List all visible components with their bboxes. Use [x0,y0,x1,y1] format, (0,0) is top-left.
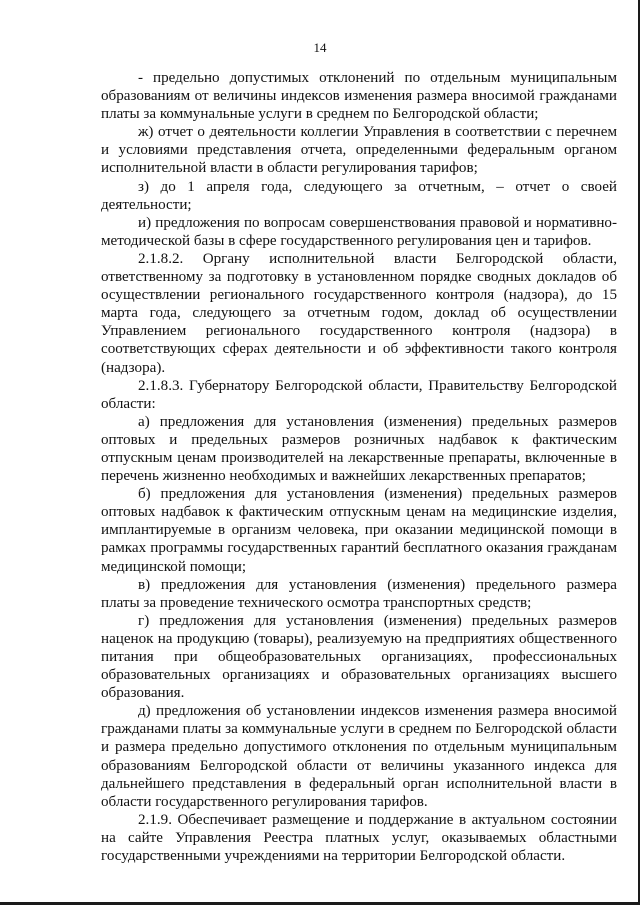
paragraph: 2.1.9. Обеспечивает размещение и поддержание в актуальном состоянии на сайте Управления Реестра платных услуг, оказываемых областными государственными учреждениями на территории Белгородской области. [101,811,617,865]
document-body [101,69,617,865]
paragraph: д) предложения об установлении индексов изменения размера вносимой гражданами платы за коммунальные услуги в среднем по Белгородской области и размера предельно допустимого отклонения по отдельным муниципальным образованиям Белгородской области от величины указанного индекса для дальнейшего представления в федеральный орган исполнительной власти в области государственного регулирования тарифов. [101,703,617,810]
paragraph: б) предложения для установления (изменения) предельных размеров оптовых надбавок к фактическим отпускным ценам на медицинские изделия, имплантируемые в организм человека, при оказании медицинской помощи в рамках программы государственных гарантий бесплатного оказания гражданам медицинской помощи; [101,486,617,575]
paragraph: а) предложения для установления (изменения) предельных размеров оптовых и предельных размеров розничных надбавок к фактическим отпускным ценам производителей на лекарственные препараты, включенные в перечень жизненно необходимых и важнейших лекарственных препаратов; [101,413,617,485]
paragraph: ж) отчет о деятельности коллегии Управления в соответствии с перечнем и условиями представления отчета, определенными федеральным органом исполнительной власти в области регулирования тарифов; [101,124,617,177]
paragraph: - предельно допустимых отклонений по отдельным муниципальным образованиям от величины индексов изменения размера вносимой гражданами платы за коммунальные услуги в среднем по Белгородской области; [101,70,617,123]
paragraph: г) предложения для установления (изменения) предельных размеров наценок на продукцию (товары), реализуемую на предприятиях общественного питания при общеобразовательных организациях, профессиональных образовательных организациях и образовательных организациях высшего образования. [101,612,617,702]
page-number: 14 [313,40,327,55]
paragraph: 2.1.8.2. Органу исполнительной власти Белгородской области, ответственному за подготовку в установленном порядке сводных докладов об осуществлении регионального государственного контроля (надзора), до 15 марта года, следующего за отчетным годом, доклад об осуществлении Управлением регионального государственного контроля (надзора) в соответствующих сферах деятельности и об эффективности такого контроля (надзора). [101,250,617,376]
paragraph: в) предложения для установления (изменения) предельного размера платы за проведение технического осмотра транспортных средств; [101,576,617,611]
paragraph: 2.1.8.3. Губернатору Белгородской области, Правительству Белгородской области: [101,377,617,412]
paragraph: и) предложения по вопросам совершенствования правовой и нормативно-методической базы в сфере государственного регулирования цен и тарифов. [101,214,617,249]
paragraph: з) до 1 апреля года, следующего за отчетным, – отчет о своей деятельности; [101,178,617,213]
